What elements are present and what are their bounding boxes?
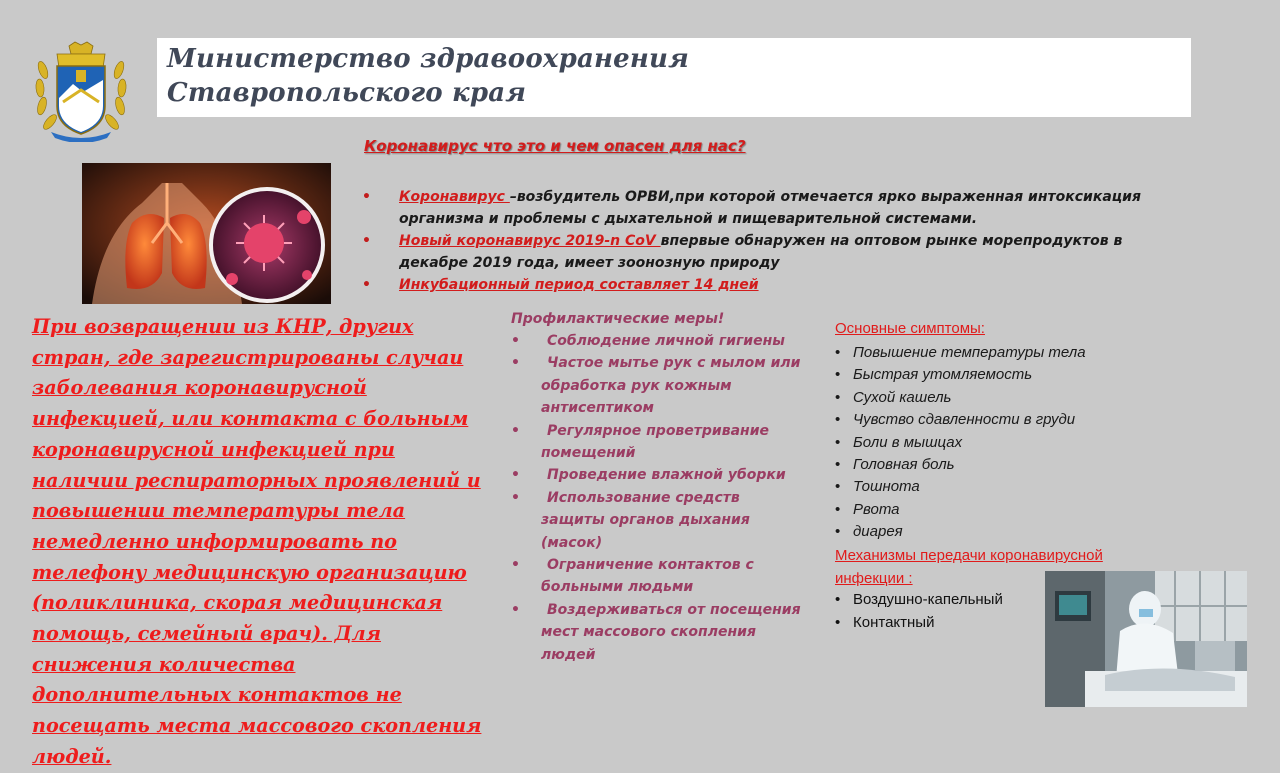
coat-of-arms-emblem bbox=[33, 40, 129, 142]
fact-text: впервые обнаружен на оптовом рынке морепродуктов в декабре 2019 года, имеет зоонозную природу bbox=[399, 233, 1123, 271]
transmission-list bbox=[835, 588, 1003, 634]
list-item bbox=[511, 487, 801, 554]
list-item bbox=[511, 554, 801, 599]
return-warning-paragraph: При возвращении из КНР, других стран, где зарегистрированы случаи заболевания коронавирусной инфекцией, или контакта с больным коронавирусной инфекцией при наличии респираторных проявлений и повышении температуры тела немедленно информировать по телефону медицинскую организацию (поликлиника, скорая медицинская помощь, семейный врач). Для снижения количества дополнительных контактов не посещать места массового скопления людей. bbox=[32, 315, 482, 768]
prevention-item: Воздерживаться от посещения мест массового скопления людей bbox=[541, 601, 801, 663]
prevention-item: Проведение влажной уборки bbox=[547, 467, 786, 484]
list-item: • Воздушно-капельный bbox=[835, 588, 1003, 611]
symptoms-list bbox=[835, 342, 1086, 544]
symptoms-title: Основные симптомы: bbox=[835, 320, 985, 337]
list-item: • Рвота bbox=[835, 499, 1086, 521]
transmission-title: Механизмы передачи коронавирусной инфекции : bbox=[835, 547, 1103, 587]
prevention-item: Соблюдение личной гигиены bbox=[547, 333, 785, 349]
list-item bbox=[511, 420, 801, 465]
list-item bbox=[511, 599, 801, 666]
list-item bbox=[511, 352, 801, 419]
list-item bbox=[362, 230, 1162, 274]
fact-highlight: Инкубационный период составляет 14 дней bbox=[399, 277, 759, 293]
list-item: • Чувство сдавленности в груди bbox=[835, 409, 1086, 431]
header-box bbox=[157, 38, 1191, 117]
fact-text: –возбудитель ОРВИ,при которой отмечается ярко выраженная интоксикация организма и проблемы с дыхательной и пищеварительной системами. bbox=[399, 189, 1141, 227]
fact-highlight: Коронавирус bbox=[399, 189, 510, 205]
list-item: • Тошнота bbox=[835, 476, 1086, 498]
main-heading: Коронавирус что это и чем опасен для нас? bbox=[364, 137, 746, 155]
ministry-title-line1: Министерство здравоохранения bbox=[167, 44, 690, 74]
lungs-virus-image bbox=[82, 163, 331, 304]
list-item: • Головная боль bbox=[835, 454, 1086, 476]
coronavirus-facts-list bbox=[362, 186, 1162, 296]
prevention-item: Использование средств защиты органов дыхания (масок) bbox=[541, 489, 750, 551]
list-item: • Сухой кашель bbox=[835, 387, 1086, 409]
fact-highlight: Новый коронавирус 2019-n CoV bbox=[399, 233, 661, 249]
list-item bbox=[362, 186, 1162, 230]
list-item: • Контактный bbox=[835, 611, 1003, 634]
prevention-list bbox=[511, 330, 801, 666]
list-item bbox=[511, 464, 801, 486]
prevention-item: Ограничение контактов с больными людьми bbox=[541, 557, 754, 596]
prevention-item: Частое мытье рук с мылом или обработка рук кожным антисептиком bbox=[541, 355, 801, 417]
ministry-title-line2: Ставропольского края bbox=[167, 78, 527, 108]
hospital-ward-photo bbox=[1045, 571, 1247, 707]
list-item: • Повышение температуры тела bbox=[835, 342, 1086, 364]
prevention-title: Профилактические меры! bbox=[511, 311, 725, 327]
list-item: • диарея bbox=[835, 521, 1086, 543]
prevention-item: Регулярное проветривание помещений bbox=[541, 422, 770, 462]
list-item bbox=[362, 274, 1162, 296]
list-item bbox=[511, 330, 801, 352]
list-item: • Быстрая утомляемость bbox=[835, 364, 1086, 386]
list-item: • Боли в мышцах bbox=[835, 432, 1086, 454]
